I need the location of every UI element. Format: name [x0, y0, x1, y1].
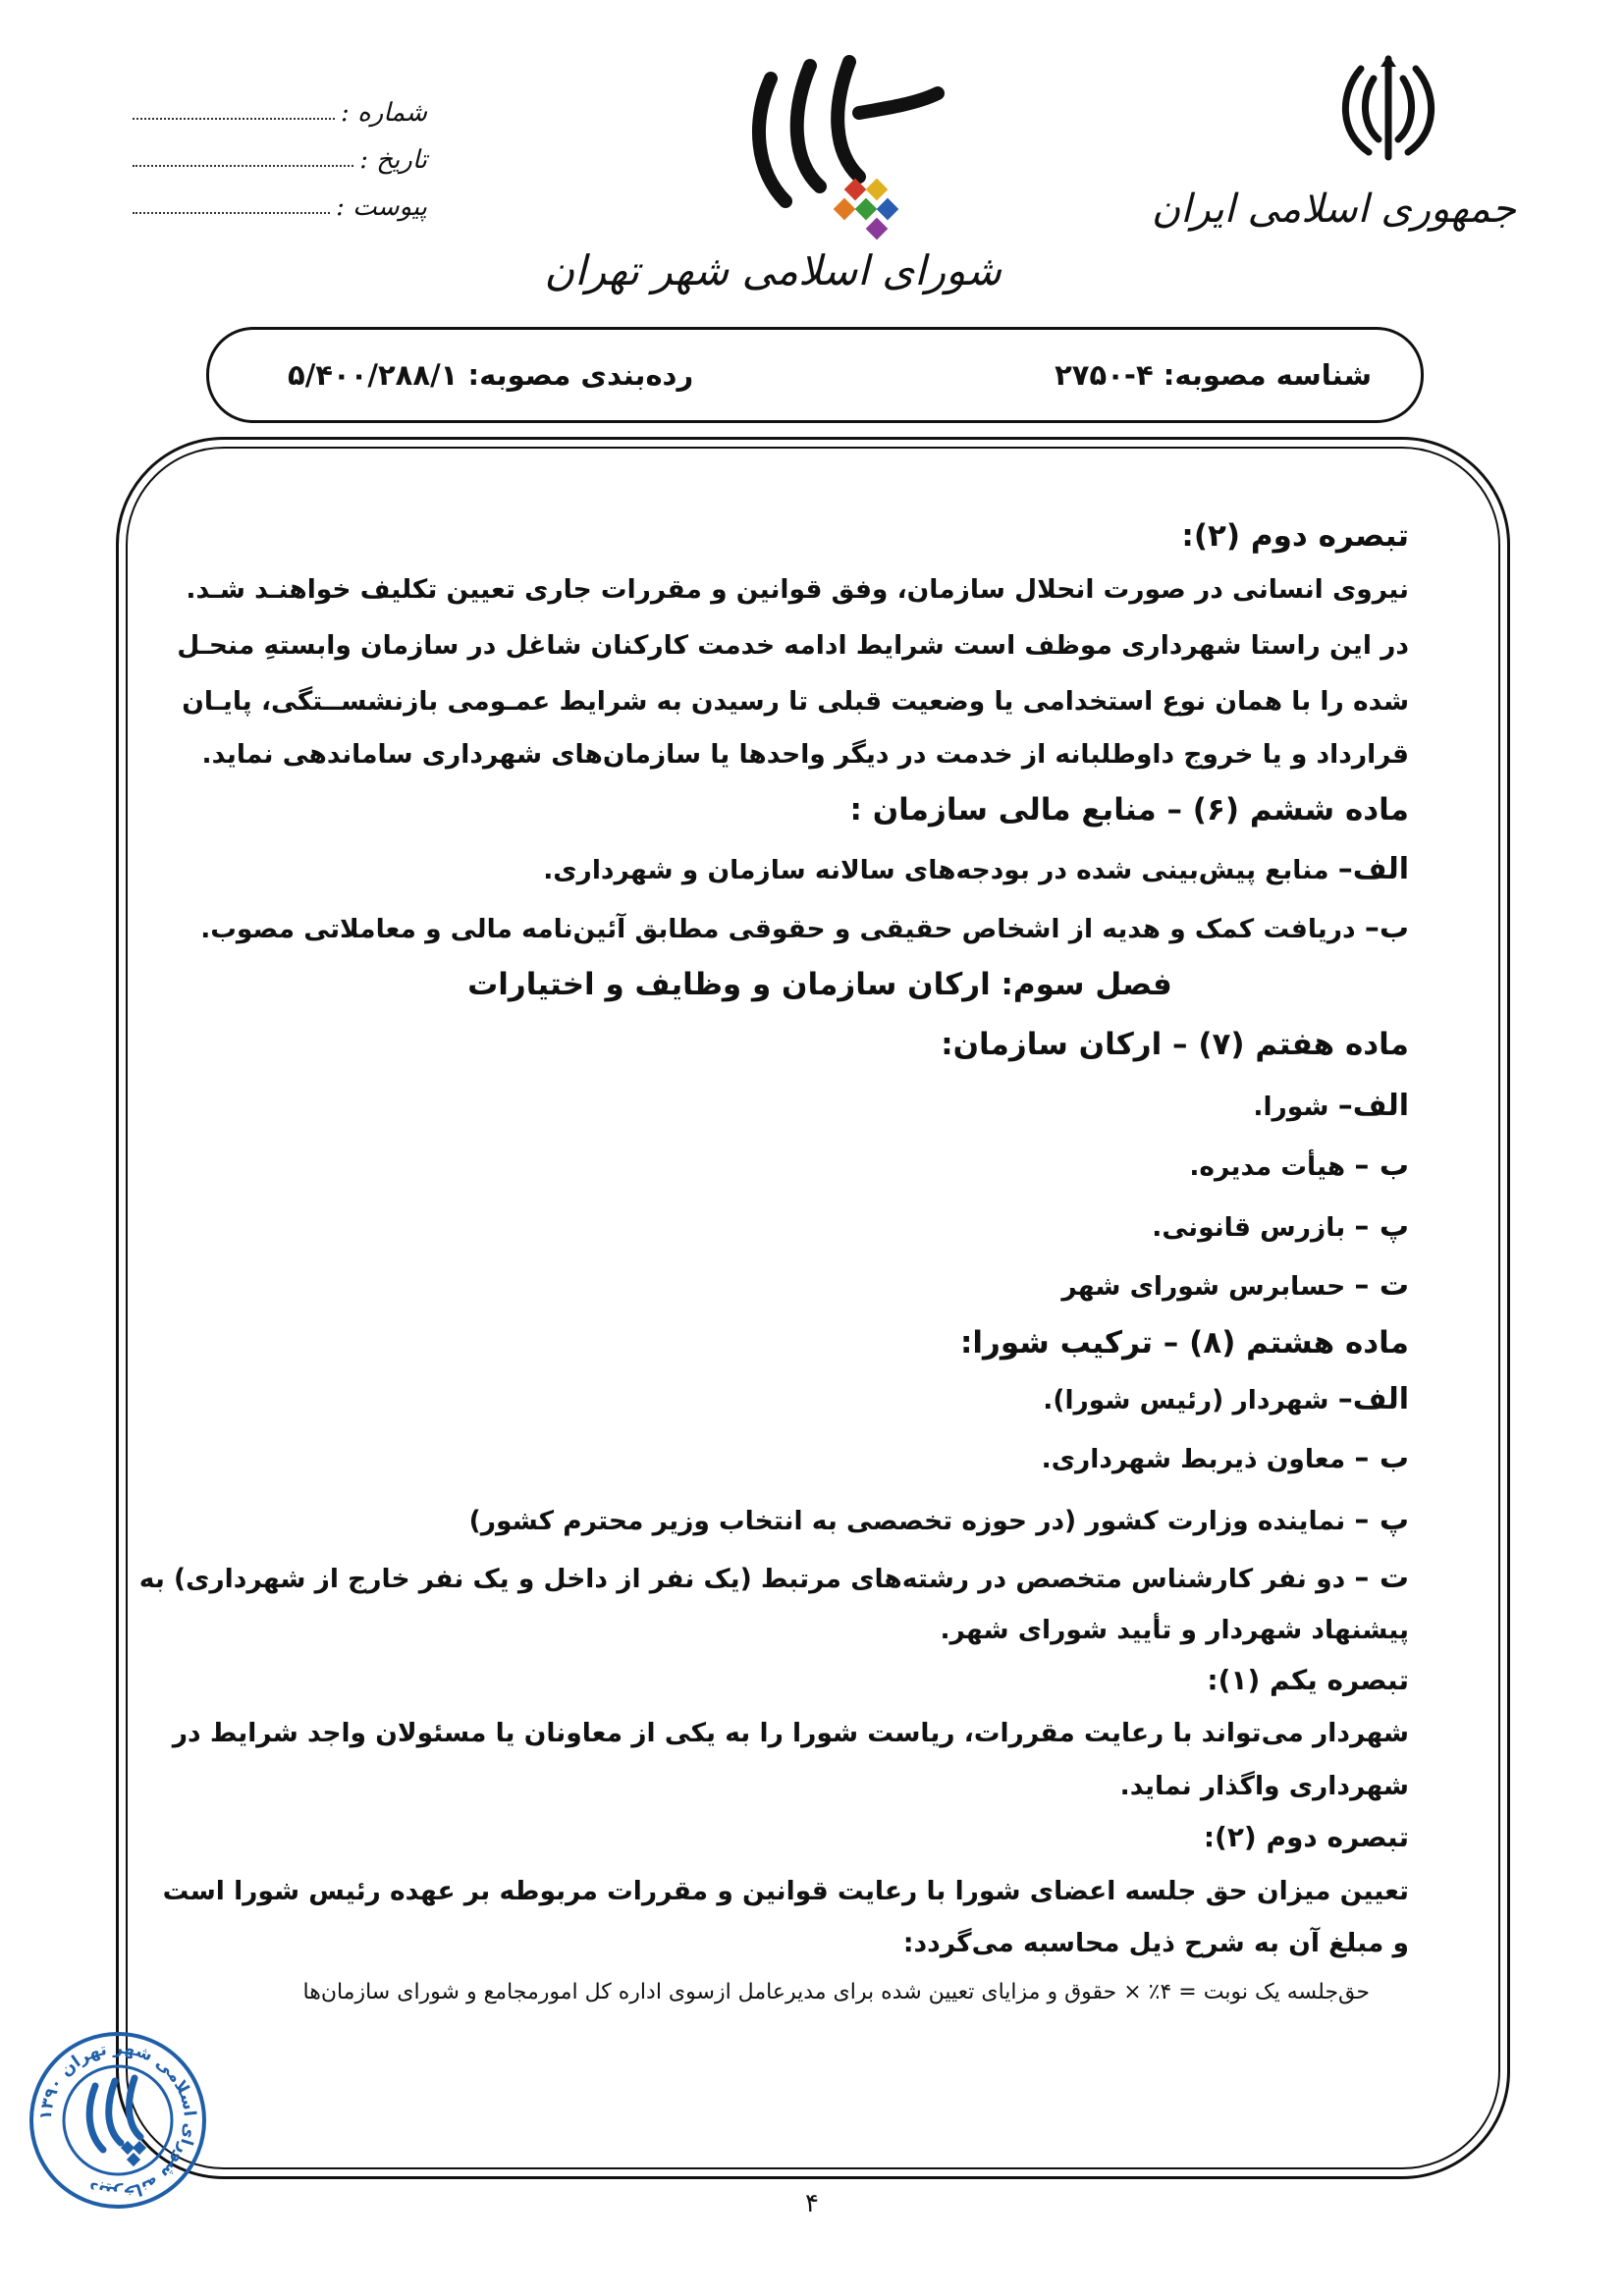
- formula-line: حق‌جلسه یک نوبت = ۴٪ × حقوق و مزایای تعیین شده برای مدیرعامل ازسوی اداره کل امورمجامع و شورای سازمان‌ها: [302, 1980, 1370, 2004]
- approval-id-box: [206, 327, 1424, 423]
- list-key: ت –: [1354, 1561, 1409, 1595]
- paragraph-line: پیشنهاد شهردار و تأیید شورای شهر.: [940, 1615, 1409, 1645]
- article-8-heading: ماده هشتم (۸) – ترکیب شورا:: [960, 1325, 1409, 1361]
- ref-number-row: [133, 80, 427, 128]
- list-item: [231, 1428, 1409, 1489]
- list-item: [231, 1197, 1409, 1257]
- chapter-3-heading: فصل سوم: ارکان سازمان و وظایف و اختیارات: [467, 967, 1172, 1002]
- council-seal-stamp: [25, 2027, 211, 2214]
- ref-number-line: [133, 112, 335, 120]
- list-key: ب–: [1364, 911, 1409, 945]
- council-name: شورای اسلامی شهر تهران: [544, 246, 1001, 294]
- ref-attachment-row: [133, 175, 427, 222]
- ref-number-label: شماره :: [341, 98, 427, 128]
- paragraph-line: شهردار می‌تواند با رعایت مقررات، ریاست شورا را به یکی از معاونان یا مسئولان واجد شرایط در: [172, 1718, 1409, 1748]
- list-item: [231, 839, 1409, 900]
- list-text: منابع پیش‌بینی شده در بودجه‌های سالانه سازمان و شهرداری.: [543, 855, 1338, 885]
- list-key: پ –: [1354, 1209, 1409, 1244]
- list-text: هیأت مدیره.: [1189, 1151, 1355, 1182]
- paragraph-line: شده را با همان نوع استخدامی یا وضعیت قبلی تا رسیدن به شرایط عمـومی بازنشســتگی، پایـان: [182, 686, 1409, 717]
- list-key: ت –: [1354, 1268, 1409, 1303]
- approval-class-value: ۵/۴۰۰/۲۸۸/۱: [288, 358, 459, 392]
- list-text: بازرس قانونی.: [1152, 1212, 1355, 1243]
- note-2-heading: تبصره دوم (۲):: [1181, 518, 1409, 554]
- list-text: دو نفر کارشناس متخصص در رشته‌های مرتبط (یک نفر از داخل و یک نفر خارج از شهرداری) به: [138, 1564, 1355, 1594]
- page-number: ۴: [805, 2189, 819, 2218]
- approval-class-label: رده‌بندی مصوبه:: [467, 358, 694, 392]
- iran-emblem: [1151, 49, 1516, 232]
- list-item: [231, 1077, 1409, 1136]
- paragraph-line: در این راستا شهرداری موظف است شرایط ادامه خدمت کارکنان شاغل در سازمان وابستهِ منحـل: [177, 630, 1409, 661]
- ref-date-row: [133, 128, 427, 175]
- list-text: شورا.: [1253, 1092, 1338, 1122]
- list-text: شهردار (رئیس شورا).: [1043, 1385, 1338, 1415]
- approval-classification: [288, 358, 693, 392]
- iran-emblem-icon: [1329, 49, 1447, 177]
- list-item: [138, 1552, 1409, 1605]
- list-key: الف–: [1337, 1089, 1409, 1123]
- ref-attachment-line: [133, 206, 330, 214]
- list-text: حسابرس شورای شهر: [1061, 1271, 1355, 1302]
- list-item: [231, 1489, 1409, 1552]
- reference-fields: [133, 80, 427, 222]
- note-2b-heading: تبصره دوم (۲):: [1203, 1821, 1409, 1853]
- list-key: الف–: [1337, 1382, 1409, 1416]
- list-text: نماینده وزارت کشور (در حوزه تخصصی به انتخاب وزیر محترم کشور): [468, 1506, 1355, 1536]
- ref-date-line: [133, 159, 353, 167]
- approval-id: [1055, 358, 1372, 392]
- list-item: [231, 1257, 1409, 1314]
- list-key: ب –: [1354, 1148, 1409, 1183]
- note-1-heading: تبصره یکم (۱):: [1207, 1664, 1409, 1696]
- paragraph-line: تعیین میزان حق جلسه اعضای شورا با رعایت قوانین و مقررات مربوطه بر عهده رئیس شورا است: [162, 1876, 1409, 1906]
- paragraph-line: و مبلغ آن به شرح ذیل محاسبه می‌گردد:: [902, 1928, 1409, 1958]
- document-body: [138, 510, 1409, 2017]
- list-text: دریافت کمک و هدیه از اشخاص حقیقی و حقوقی مطابق آئین‌نامه مالی و معاملاتی مصوب.: [200, 914, 1365, 944]
- paragraph-line: قرارداد و یا خروج داوطلبانه از خدمت در دیگر واحدها یا سازمان‌های شهرداری ساماندهی نماید.: [201, 739, 1409, 770]
- list-key: ب –: [1354, 1441, 1409, 1475]
- paragraph-line: شهرداری واگذار نماید.: [1119, 1771, 1409, 1801]
- svg-text:دبیرخانه شورای اسلامی شهر تهرا: دبیرخانه شورای اسلامی شهر تهران ۱۳۹۰: [35, 2038, 200, 2203]
- article-6-heading: ماده ششم (۶) – منابع مالی سازمان :: [849, 792, 1409, 828]
- tehran-council-logo: [544, 54, 1001, 294]
- approval-id-value: ۴-۲۷۵۰: [1055, 358, 1154, 392]
- list-text: معاون ذیربط شهرداری.: [1041, 1444, 1355, 1474]
- ref-date-label: تاریخ :: [359, 145, 427, 175]
- paragraph-line: نیروی انسانی در صورت انحلال سازمان، وفق قوانین و مقررات جاری تعیین تکلیف خواهنـد شـد.: [186, 574, 1409, 605]
- list-item: [231, 1371, 1409, 1428]
- council-logo-icon: [731, 54, 947, 240]
- ref-attachment-label: پیوست :: [336, 192, 427, 222]
- article-7-heading: ماده هفتم (۷) – ارکان سازمان:: [941, 1027, 1409, 1062]
- approval-id-label: شناسه مصوبه:: [1163, 358, 1372, 392]
- list-key: الف–: [1337, 852, 1409, 886]
- emblem-caption: جمهوری اسلامی ایران: [1151, 187, 1516, 232]
- list-key: پ –: [1354, 1503, 1409, 1537]
- list-item: [231, 1136, 1409, 1197]
- list-item: [200, 900, 1409, 957]
